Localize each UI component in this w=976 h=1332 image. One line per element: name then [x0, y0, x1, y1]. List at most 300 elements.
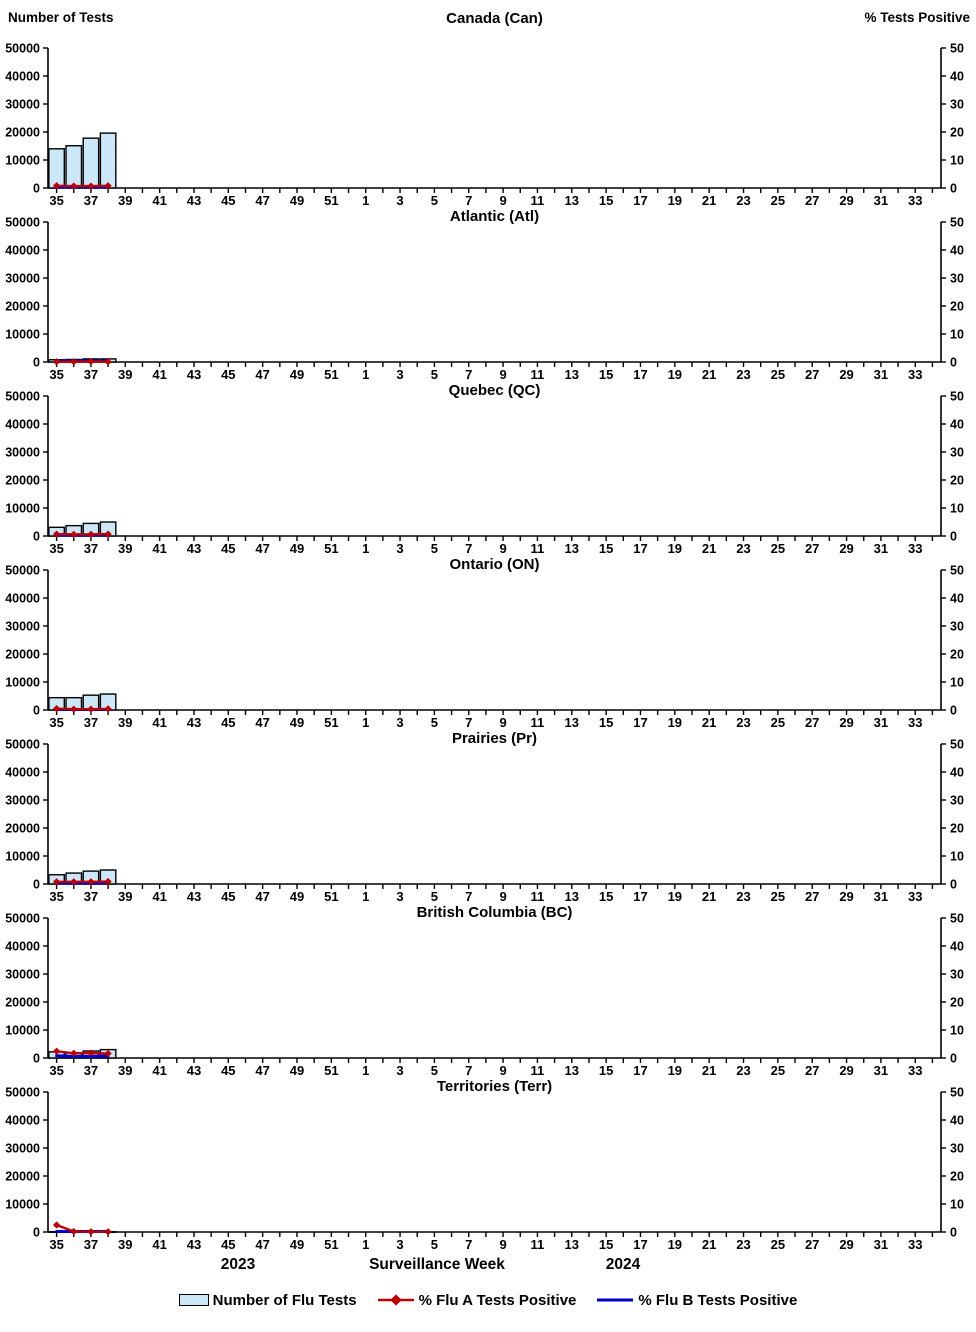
left-axis-tick-label: 0: [33, 1225, 40, 1240]
x-axis-tick-label: 15: [598, 193, 614, 206]
x-axis-tick-label: 51: [324, 1063, 339, 1076]
right-axis-tick-label: 10: [950, 1197, 964, 1212]
right-axis-tick-label: 20: [950, 299, 964, 314]
x-axis-tick-label: 23: [736, 541, 751, 554]
x-axis-tick-label: 31: [873, 1237, 889, 1250]
x-axis-tick-label: 49: [289, 193, 305, 206]
x-axis-tick-label: 37: [83, 193, 99, 206]
right-axis-tick-label: 50: [950, 215, 964, 230]
x-axis-tick-label: 9: [499, 1237, 507, 1250]
x-axis-tick-label: 3: [396, 193, 404, 206]
x-axis-tick-label: 51: [324, 367, 339, 380]
x-axis-tick-label: 9: [499, 541, 507, 554]
x-axis-tick-label: 5: [430, 367, 439, 380]
x-axis-tick-label: 19: [667, 367, 683, 380]
x-axis-tick-label: 5: [430, 715, 439, 728]
x-axis-tick-label: 39: [118, 715, 133, 728]
right-axis-tick-label: 30: [950, 619, 964, 634]
x-axis-tick-label: 21: [701, 1063, 717, 1076]
right-axis-tick-label: 30: [950, 1141, 964, 1156]
x-axis-tick-label: 21: [701, 1237, 717, 1250]
right-axis-tick-label: 40: [950, 765, 964, 780]
legend-item-flu-tests: [179, 1292, 357, 1309]
x-axis-tick-label: 45: [221, 367, 236, 380]
legend-label-flu-tests: Number of Flu Tests: [212, 1291, 357, 1309]
x-axis-tick-label: 31: [873, 1063, 889, 1076]
x-axis-tick-label: 51: [324, 889, 339, 902]
x-axis-tick-label: 19: [667, 541, 683, 554]
legend-item-flu-b: [596, 1292, 797, 1309]
legend: [0, 1280, 976, 1320]
left-axis-tick-label: 0: [33, 703, 40, 718]
x-axis-footer: [0, 1250, 976, 1280]
left-axis-tick-label: 10000: [5, 327, 40, 342]
x-axis-tick-label: 17: [633, 1237, 648, 1250]
x-axis-tick-label: 27: [804, 1237, 820, 1250]
x-axis-tick-label: 49: [289, 715, 305, 728]
left-axis-tick-label: 20000: [5, 995, 40, 1010]
x-axis-tick-label: 45: [221, 541, 236, 554]
panel-title: Prairies (Pr): [451, 730, 538, 747]
left-axis-tick-label: 0: [33, 1051, 40, 1066]
right-axis-title: % Tests Positive: [864, 10, 970, 25]
right-axis-tick-label: 10: [950, 501, 964, 516]
right-axis-tick-label: 10: [950, 153, 964, 168]
panel-territories: [0, 1076, 976, 1250]
x-axis-tick-label: 25: [770, 1237, 786, 1250]
x-axis-tick-label: 23: [736, 715, 751, 728]
x-axis-tick-label: 49: [289, 541, 305, 554]
x-axis-tick-label: 1: [362, 1063, 370, 1076]
x-axis-tick-label: 9: [499, 715, 507, 728]
panel-quebec: [0, 380, 976, 554]
panel-ontario: [0, 554, 976, 728]
x-axis-tick-label: 1: [362, 889, 370, 902]
x-axis-tick-label: 33: [908, 1237, 923, 1250]
panel-title: British Columbia (BC): [416, 904, 573, 921]
x-axis-tick-label: 43: [186, 367, 202, 380]
right-axis-tick-label: 10: [950, 675, 964, 690]
right-axis-tick-label: 40: [950, 939, 964, 954]
x-axis-tick-label: 11: [530, 715, 545, 728]
x-axis-tick-label: 13: [564, 1237, 580, 1250]
left-axis-tick-label: 50000: [5, 563, 40, 578]
x-axis-tick-label: 3: [396, 367, 404, 380]
x-axis-tick-label: 23: [736, 193, 751, 206]
x-axis-tick-label: 39: [118, 889, 133, 902]
x-axis-tick-label: 9: [499, 367, 507, 380]
x-axis-tick-label: 41: [152, 1237, 167, 1250]
left-axis-tick-label: 0: [33, 181, 40, 196]
right-axis-tick-label: 0: [950, 1051, 957, 1066]
panel-title: Quebec (QC): [448, 382, 541, 399]
x-axis-tick-label: 43: [186, 1063, 202, 1076]
left-axis-tick-label: 50000: [5, 737, 40, 752]
x-axis-tick-label: 13: [564, 541, 580, 554]
flu-tests-bar-week-36: [66, 146, 81, 188]
panel-title: Atlantic (Atl): [449, 208, 540, 225]
x-axis-tick-label: 39: [118, 1063, 133, 1076]
right-axis-tick-label: 20: [950, 473, 964, 488]
x-axis-tick-label: 21: [701, 889, 717, 902]
right-axis-tick-label: 40: [950, 417, 964, 432]
legend-item-flu-a: [377, 1292, 577, 1309]
x-axis-tick-label: 9: [499, 193, 507, 206]
x-axis-tick-label: 27: [804, 541, 820, 554]
x-axis-tick-label: 7: [465, 193, 473, 206]
x-axis-tick-label: 47: [255, 541, 270, 554]
right-axis-tick-label: 0: [950, 1225, 957, 1240]
x-axis-tick-label: 15: [598, 715, 614, 728]
x-axis-tick-label: 31: [873, 367, 889, 380]
chart-panel-prairies: [0, 728, 976, 902]
panel-canada: [0, 32, 976, 206]
right-axis-tick-label: 20: [950, 1169, 964, 1184]
x-axis-tick-label: 45: [221, 193, 236, 206]
left-axis-tick-label: 40000: [5, 939, 40, 954]
x-axis-tick-label: 17: [633, 541, 648, 554]
x-axis-tick-label: 25: [770, 193, 786, 206]
left-axis-tick-label: 30000: [5, 271, 40, 286]
x-axis-tick-label: 41: [152, 541, 167, 554]
left-axis-tick-label: 40000: [5, 417, 40, 432]
x-axis-tick-label: 27: [804, 193, 820, 206]
left-axis-tick-label: 10000: [5, 675, 40, 690]
x-axis-tick-label: 5: [430, 541, 439, 554]
x-axis-tick-label: 23: [736, 889, 751, 902]
flu-a-line-icon: [377, 1294, 415, 1306]
right-axis-tick-label: 50: [950, 389, 964, 404]
x-axis-tick-label: 15: [598, 889, 614, 902]
flu-a-marker-week-38: [105, 1228, 112, 1235]
panel-title: Territories (Terr): [436, 1078, 553, 1095]
x-axis-tick-label: 19: [667, 1063, 683, 1076]
x-axis-tick-label: 1: [362, 367, 370, 380]
left-axis-tick-label: 40000: [5, 1113, 40, 1128]
x-axis-tick-label: 15: [598, 1237, 614, 1250]
right-axis-tick-label: 40: [950, 243, 964, 258]
x-axis-tick-label: 3: [396, 1237, 404, 1250]
right-axis-tick-label: 30: [950, 445, 964, 460]
x-axis-tick-label: 47: [255, 193, 270, 206]
x-axis-tick-label: 47: [255, 715, 270, 728]
x-axis-tick-label: 17: [633, 1063, 648, 1076]
left-axis-tick-label: 30000: [5, 619, 40, 634]
x-axis-tick-label: 35: [49, 715, 64, 728]
x-axis-tick-label: 43: [186, 1237, 202, 1250]
x-axis-tick-label: 25: [770, 541, 786, 554]
right-axis-tick-label: 30: [950, 793, 964, 808]
x-axis-tick-label: 1: [362, 193, 370, 206]
left-axis-tick-label: 10000: [5, 501, 40, 516]
right-axis-tick-label: 50: [950, 911, 964, 926]
left-axis-tick-label: 10000: [5, 849, 40, 864]
x-axis-tick-label: 33: [908, 193, 923, 206]
x-axis-tick-label: 51: [324, 1237, 339, 1250]
x-axis-tick-label: 19: [667, 1237, 683, 1250]
x-axis-tick-label: 47: [255, 889, 270, 902]
x-axis-tick-label: 9: [499, 1063, 507, 1076]
panel-title-canada: Canada (Can): [446, 10, 543, 27]
left-axis-tick-label: 30000: [5, 445, 40, 460]
left-axis-tick-label: 20000: [5, 1169, 40, 1184]
right-axis-tick-label: 20: [950, 821, 964, 836]
x-axis-tick-label: 25: [770, 715, 786, 728]
right-axis-tick-label: 0: [950, 877, 957, 892]
x-axis-tick-label: 29: [839, 541, 854, 554]
x-axis-tick-label: 7: [465, 1237, 473, 1250]
left-axis-tick-label: 20000: [5, 125, 40, 140]
x-axis-tick-label: 23: [736, 1063, 751, 1076]
flu-a-marker-week-35: [53, 1221, 60, 1228]
bar-swatch-icon: [179, 1294, 209, 1306]
panel-title: Ontario (ON): [449, 556, 540, 573]
x-axis-tick-label: 3: [396, 541, 404, 554]
x-axis-tick-label: 47: [255, 1237, 270, 1250]
x-axis-tick-label: 5: [430, 193, 439, 206]
x-axis-tick-label: 49: [289, 889, 305, 902]
x-axis-tick-label: 45: [221, 1063, 236, 1076]
x-axis-tick-label: 45: [221, 889, 236, 902]
x-axis-tick-label: 37: [83, 715, 99, 728]
x-axis-tick-label: 25: [770, 1063, 786, 1076]
flu-a-marker-week-36: [70, 1228, 77, 1235]
right-axis-tick-label: 10: [950, 327, 964, 342]
x-axis-tick-label: 25: [770, 367, 786, 380]
x-axis-tick-label: 21: [701, 715, 717, 728]
x-axis-tick-label: 1: [362, 541, 370, 554]
x-axis-tick-label: 15: [598, 541, 614, 554]
x-axis-tick-label: 35: [49, 1237, 64, 1250]
left-axis-tick-label: 0: [33, 355, 40, 370]
chart-panel-canada: [0, 32, 976, 206]
x-axis-tick-label: 27: [804, 715, 820, 728]
left-axis-tick-label: 40000: [5, 243, 40, 258]
chart-panel-atlantic: [0, 206, 976, 380]
x-axis-tick-label: 35: [49, 1063, 64, 1076]
left-axis-tick-label: 30000: [5, 793, 40, 808]
x-axis-tick-label: 31: [873, 889, 889, 902]
x-axis-tick-label: 45: [221, 1237, 236, 1250]
x-axis-tick-label: 31: [873, 541, 889, 554]
x-axis-tick-label: 39: [118, 193, 133, 206]
x-axis-tick-label: 29: [839, 889, 854, 902]
x-axis-tick-label: 11: [530, 541, 545, 554]
left-axis-tick-label: 20000: [5, 299, 40, 314]
left-axis-tick-label: 0: [33, 529, 40, 544]
x-axis-tick-label: 11: [530, 889, 545, 902]
x-axis-tick-label: 11: [530, 1237, 545, 1250]
left-axis-title: Number of Tests: [8, 10, 114, 25]
x-axis-tick-label: 11: [530, 1063, 545, 1076]
x-axis-tick-label: 19: [667, 889, 683, 902]
right-axis-tick-label: 20: [950, 647, 964, 662]
x-axis-tick-label: 13: [564, 1063, 580, 1076]
right-axis-tick-label: 0: [950, 703, 957, 718]
right-axis-tick-label: 20: [950, 125, 964, 140]
x-axis-tick-label: 13: [564, 367, 580, 380]
left-axis-tick-label: 10000: [5, 1197, 40, 1212]
left-axis-tick-label: 40000: [5, 591, 40, 606]
flu-b-line-icon: [596, 1294, 634, 1306]
x-axis-tick-label: 21: [701, 367, 717, 380]
x-axis-tick-label: 3: [396, 889, 404, 902]
flu-tests-bar-week-37: [83, 138, 98, 188]
x-axis-tick-label: 11: [530, 193, 545, 206]
x-axis-tick-label: 51: [324, 541, 339, 554]
left-axis-tick-label: 10000: [5, 153, 40, 168]
x-axis-tick-label: 41: [152, 193, 167, 206]
x-axis-tick-label: 19: [667, 715, 683, 728]
x-axis-tick-label: 23: [736, 1237, 751, 1250]
x-axis-tick-label: 5: [430, 889, 439, 902]
x-axis-tick-label: 17: [633, 715, 648, 728]
x-axis-tick-label: 21: [701, 541, 717, 554]
left-axis-tick-label: 40000: [5, 69, 40, 84]
left-axis-tick-label: 20000: [5, 821, 40, 836]
x-axis-tick-label: 33: [908, 541, 923, 554]
x-axis-tick-label: 43: [186, 193, 202, 206]
panel-atlantic: [0, 206, 976, 380]
x-axis-tick-label: 29: [839, 1237, 854, 1250]
x-axis-tick-label: 47: [255, 367, 270, 380]
chart-panels: [0, 32, 976, 1250]
flu-b-line: [57, 1056, 109, 1057]
x-axis-tick-label: 35: [49, 889, 64, 902]
x-axis-tick-label: 47: [255, 1063, 270, 1076]
x-axis-tick-label: 13: [564, 715, 580, 728]
right-axis-tick-label: 50: [950, 563, 964, 578]
x-axis-tick-label: 27: [804, 889, 820, 902]
x-axis-tick-label: 33: [908, 367, 923, 380]
x-axis-tick-label: 3: [396, 715, 404, 728]
x-axis-tick-label: 51: [324, 193, 339, 206]
x-axis-tick-label: 33: [908, 715, 923, 728]
left-axis-tick-label: 30000: [5, 1141, 40, 1156]
x-axis-tick-label: 43: [186, 541, 202, 554]
right-axis-tick-label: 10: [950, 849, 964, 864]
panel-british-columbia: [0, 902, 976, 1076]
x-axis-tick-label: 43: [186, 715, 202, 728]
right-axis-tick-label: 0: [950, 181, 957, 196]
x-axis-tick-label: 11: [530, 367, 545, 380]
legend-label-flu-a: % Flu A Tests Positive: [418, 1291, 577, 1309]
left-axis-tick-label: 50000: [5, 911, 40, 926]
x-axis-tick-label: 19: [667, 193, 683, 206]
left-axis-tick-label: 10000: [5, 1023, 40, 1038]
left-axis-tick-label: 20000: [5, 647, 40, 662]
x-axis-tick-label: 7: [465, 541, 473, 554]
x-axis-tick-label: 35: [49, 541, 64, 554]
left-axis-tick-label: 50000: [5, 389, 40, 404]
x-axis-tick-label: 21: [701, 193, 717, 206]
x-axis-tick-label: 41: [152, 367, 167, 380]
x-axis-tick-label: 7: [465, 889, 473, 902]
legend-label-flu-b: % Flu B Tests Positive: [638, 1291, 798, 1309]
x-axis-tick-label: 37: [83, 367, 99, 380]
year-label-2023: 2023: [220, 1256, 256, 1273]
x-axis-tick-label: 37: [83, 889, 99, 902]
right-axis-tick-label: 40: [950, 591, 964, 606]
x-axis-tick-label: 35: [49, 367, 64, 380]
x-axis-tick-label: 25: [770, 889, 786, 902]
x-axis-tick-label: 37: [83, 1063, 99, 1076]
x-axis-tick-label: 7: [465, 1063, 473, 1076]
x-axis-tick-label: 5: [430, 1063, 439, 1076]
right-axis-tick-label: 50: [950, 41, 964, 56]
chart-panel-territories: [0, 1076, 976, 1250]
x-axis-tick-label: 29: [839, 715, 854, 728]
x-axis-tick-label: 35: [49, 193, 64, 206]
x-axis-tick-label: 17: [633, 889, 648, 902]
left-axis-tick-label: 0: [33, 877, 40, 892]
chart-panel-ontario: [0, 554, 976, 728]
x-axis-tick-label: 1: [362, 715, 370, 728]
chart-header-row: [0, 6, 976, 32]
x-axis-tick-label: 15: [598, 1063, 614, 1076]
x-axis-tick-label: 29: [839, 193, 854, 206]
right-axis-tick-label: 30: [950, 271, 964, 286]
x-axis-tick-label: 31: [873, 715, 889, 728]
x-axis-tick-label: 37: [83, 541, 99, 554]
right-axis-tick-label: 20: [950, 995, 964, 1010]
x-axis-tick-label: 13: [564, 889, 580, 902]
x-axis-tick-label: 41: [152, 1063, 167, 1076]
x-axis-tick-label: 17: [633, 193, 648, 206]
x-axis-tick-label: 31: [873, 193, 889, 206]
x-axis-tick-label: 7: [465, 715, 473, 728]
x-axis-tick-label: 39: [118, 541, 133, 554]
x-axis-tick-label: 41: [152, 889, 167, 902]
right-axis-tick-label: 30: [950, 967, 964, 982]
x-axis-tick-label: 51: [324, 715, 339, 728]
x-axis-tick-label: 39: [118, 367, 133, 380]
x-axis-tick-label: 33: [908, 1063, 923, 1076]
x-axis-title: Surveillance Week: [369, 1256, 505, 1273]
left-axis-tick-label: 30000: [5, 97, 40, 112]
left-axis-tick-label: 30000: [5, 967, 40, 982]
x-axis-tick-label: 17: [633, 367, 648, 380]
left-axis-tick-label: 40000: [5, 765, 40, 780]
right-axis-tick-label: 40: [950, 69, 964, 84]
x-axis-tick-label: 23: [736, 367, 751, 380]
x-axis-tick-label: 27: [804, 1063, 820, 1076]
x-axis-tick-label: 43: [186, 889, 202, 902]
x-axis-tick-label: 7: [465, 367, 473, 380]
x-axis-tick-label: 9: [499, 889, 507, 902]
x-axis-tick-label: 1: [362, 1237, 370, 1250]
x-axis-tick-label: 15: [598, 367, 614, 380]
x-axis-tick-label: 45: [221, 715, 236, 728]
x-axis-tick-label: 49: [289, 367, 305, 380]
year-label-2024: 2024: [605, 1256, 641, 1273]
left-axis-tick-label: 50000: [5, 1085, 40, 1100]
flu-tests-bar-week-38: [100, 133, 115, 188]
flu-a-marker-week-37: [87, 1228, 94, 1235]
x-axis-tick-label: 49: [289, 1237, 305, 1250]
right-axis-tick-label: 50: [950, 737, 964, 752]
right-axis-tick-label: 30: [950, 97, 964, 112]
x-axis-tick-label: 13: [564, 193, 580, 206]
chart-panel-british-columbia: [0, 902, 976, 1076]
right-axis-tick-label: 50: [950, 1085, 964, 1100]
right-axis-tick-label: 0: [950, 529, 957, 544]
x-axis-tick-label: 29: [839, 367, 854, 380]
x-axis-tick-label: 39: [118, 1237, 133, 1250]
right-axis-tick-label: 40: [950, 1113, 964, 1128]
x-axis-tick-label: 41: [152, 715, 167, 728]
x-axis-tick-label: 3: [396, 1063, 404, 1076]
